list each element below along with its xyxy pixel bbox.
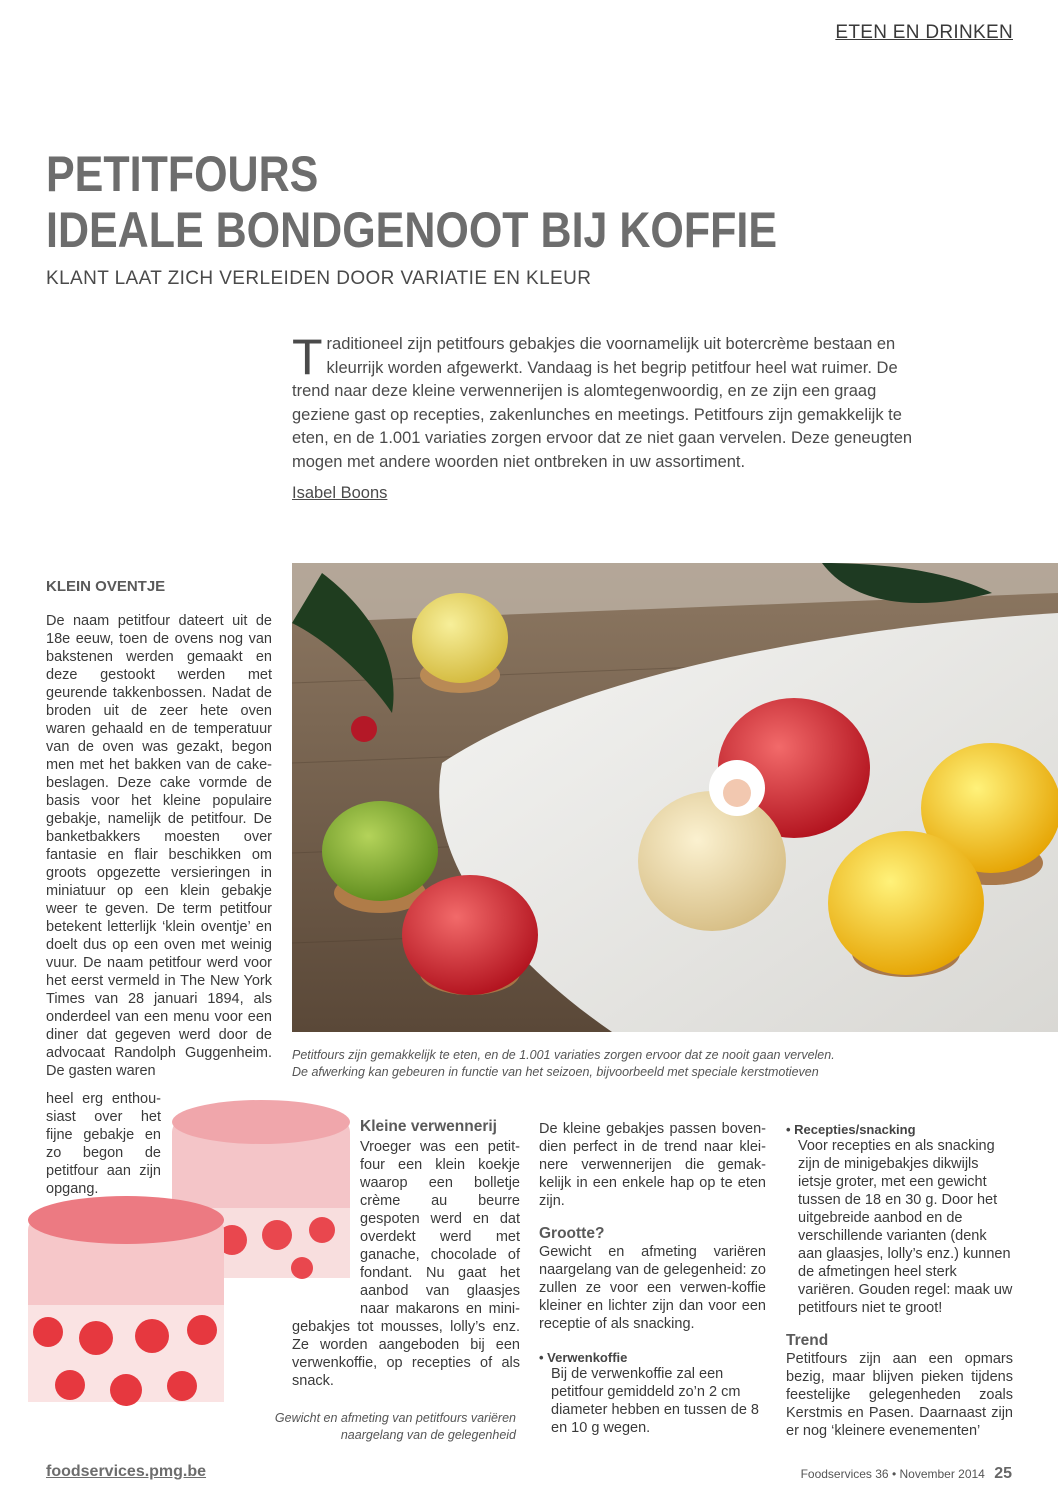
- column-2: [360, 1118, 520, 1136]
- col1-text: De naam petitfour dateert uit de 18e eeuw, toen de ovens nog van bakstenen werden gemaakt en deze gestookt werden met geurende takkenbossen. Nadat de broden uit de zeer hete oven waren gehaald en de temperatuur van de oven was gezakt, begon men met het bakken van de cake-beslagen. Deze cake vormde de basis voor het kleine populaire gebakje, namelijk de petitfour. De banketbakkers moesten over fantasie en flair beschikken om groots opgezette versieringen in miniatuur op een klein gebakje weer te geven. De term petitfour betekent letterlijk ‘klein oventje’ en doelt dus op een oven met weinig vuur. De naam petitfour werd voor het eerst vermeld in The New York Times van 28 januari 1894, als onderdeel van een menu voor een diner dat gegeven werd door de advocaat Randolph Guggenheim. De gasten waren: [46, 613, 272, 1079]
- page-number: 25: [994, 1465, 1012, 1482]
- col4-bullet-title: • Recepties/snacking: [786, 1122, 916, 1137]
- intro-dropcap: T: [292, 329, 323, 385]
- article-title: [46, 146, 777, 258]
- cake-front: [28, 1196, 224, 1406]
- col2-heading: Kleine verwennerij: [360, 1118, 497, 1135]
- cake-caption-line-1: Gewicht en afmeting van petitfours variëren: [274, 1411, 516, 1425]
- column-4: [786, 1122, 1013, 1440]
- intro-text: raditioneel zijn petitfours gebakjes die voornamelijk uit botercrème bestaan en kleurrijk worden afgewerkt. Vandaag is het begrip petitfour heel wat ruimer. De trend naar deze kleine verwennerijen is alomtegenwoordig, en ze zijn een graag geziene gast op recepties, zakenlunches en meetings. Petitfours zijn gemakkelijk te eten, en de 1.001 variaties zorgen ervoor dat ze niet gaan vervelen. Deze geneugten mogen met andere woorden niet ontbreken in uw assortiment.: [292, 335, 913, 471]
- petitfours-illustration: [292, 563, 1058, 1032]
- intro-paragraph: [292, 329, 920, 474]
- title-line-2: IDEALE BONDGENOOT BIJ KOFFIE: [46, 202, 778, 258]
- cake-caption: [226, 1410, 516, 1444]
- col4-text: Petitfours zijn aan een opmars bezig, maar blijven pieken tijdens feestelijke gelegenheden zoals Kerstmis en Pasen. Daarnaast zijn er nog ‘kleinere evenementen’: [786, 1351, 1013, 1439]
- footer-issue-text: Foodservices 36 • November 2014: [800, 1467, 985, 1481]
- column-3: [539, 1120, 766, 1437]
- col1-heading: KLEIN OVENTJE: [46, 578, 166, 595]
- section-tag: ETEN EN DRINKEN: [835, 22, 1013, 43]
- article-subtitle: KLANT LAAT ZICH VERLEIDEN DOOR VARIATIE EN KLEUR: [46, 268, 592, 289]
- col2-text: Vroeger was een petit-four een klein koekje waarop een bolletje crème au beurre gespoten werd en dat overdekt werd met ganache, chocolade of fondant. Nu gaat het aanbod van glaasjes naar makarons en mini-gebakjes tot mousses, lolly’s enz. Ze worden aangeboden bij een verwenkoffie, op recepties of als snack.: [292, 1139, 520, 1389]
- col3-text: Gewicht en afmeting variëren naargelang van de gelegenheid: zo zullen ze voor een verwen-koffie kleiner en lichter zijn dan voor een receptie of als snacking.: [539, 1244, 766, 1332]
- cake-caption-line-2: naargelang van de gelegenheid: [340, 1428, 516, 1442]
- col3-intro: De kleine gebakjes passen boven-dien perfect in de trend naar klei-nere verwennerijen die gemak-kelijk in een enkele hap op te eten zijn.: [539, 1121, 766, 1209]
- photo-caption: [292, 1047, 1052, 1081]
- footer-site-link[interactable]: foodservices.pmg.be: [46, 1463, 207, 1480]
- col4-heading: Trend: [786, 1332, 829, 1349]
- author-link[interactable]: Isabel Boons: [292, 484, 388, 502]
- column-1: [46, 578, 272, 1080]
- title-line-1: PETITFOURS: [46, 146, 319, 202]
- footer-issue: [801, 1465, 1012, 1483]
- petitfours-photo: [292, 563, 1058, 1032]
- col1-wrap-text: heel erg enthou-siast over het fijne gebakje en zo begon de petitfour aan zijn opgang.: [46, 1091, 161, 1197]
- photo-caption-line-2: De afwerking kan gebeuren in functie van het seizoen, bijvoorbeeld met speciale kerstmotieven: [292, 1065, 819, 1079]
- col3-bullet-title: • Verwenkoffie: [539, 1350, 628, 1365]
- col3-heading: Grootte?: [539, 1225, 605, 1242]
- col4-bullet-text: Voor recepties en als snacking zijn de minigebakjes dikwijls ietsje groter, met een gewicht tussen de 18 en 30 g. Door het uitgebreide aanbod en de verschillende varianten (denk aan glaasjes, lolly’s enz.) kunnen de afmetingen heel sterk variëren. Gouden regel: maak uw petitfours niet te groot!: [798, 1138, 1013, 1316]
- photo-caption-line-1: Petitfours zijn gemakkelijk te eten, en de 1.001 variaties zorgen ervoor dat ze nooit gaan vervelen.: [292, 1048, 835, 1062]
- col3-bullet-text: Bij de verwenkoffie zal een petitfour gemiddeld zo’n 2 cm diameter hebben en tussen de 8 en 10 g wegen.: [551, 1366, 759, 1436]
